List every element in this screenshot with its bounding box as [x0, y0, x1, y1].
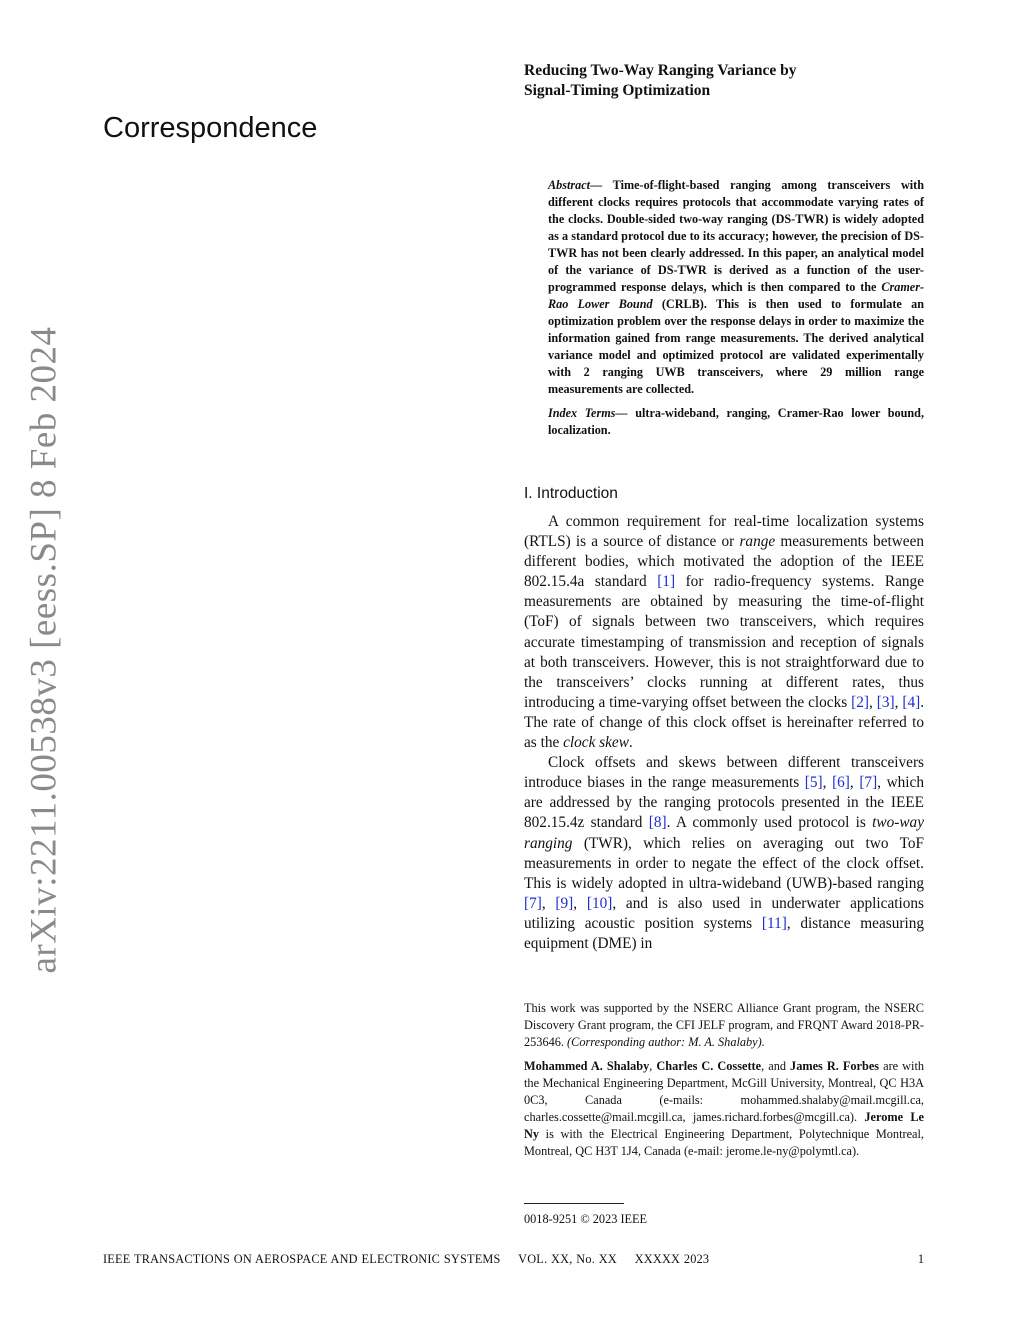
running-footer [103, 1252, 723, 1267]
text-run: , and [761, 1059, 786, 1073]
citation-link[interactable]: [2] [851, 693, 869, 711]
journal-name: IEEE TRANSACTIONS ON AEROSPACE AND ELECTRONIC SYSTEMS [103, 1252, 501, 1266]
text-run: . [628, 734, 633, 752]
text-run: , and is also used in underwater applications utilizing acoustic position systems [524, 894, 924, 932]
funding-text: This work was supported by the NSERC Alliance Grant program, the NSERC Discovery Grant program, the CFI JELF program, and FRQNT Award 2018-PR-253646. [524, 1001, 924, 1049]
abstract [524, 177, 924, 439]
text-run: . A commonly used protocol is [666, 814, 866, 832]
text-run: , which are addressed by the ranging protocols presented in the IEEE 802.15.4z standard [524, 774, 924, 832]
affiliation-text: are with the Mechanical Engineering Department, McGill University, Montreal, QC H3A 0C3, Canada (e-mails: mohammed.shalaby@mail.mcgill.ca, charles.cossette@mail.mcgill.ca, james.richard.forbes@mcgill.ca). [524, 1059, 925, 1124]
citation-link[interactable]: [3] [876, 693, 895, 711]
author-name: Jerome Le Ny [524, 1110, 924, 1141]
citation-link[interactable]: [11] [761, 914, 787, 932]
crlb-term: Cramer-Rao Lower Bound [548, 280, 925, 311]
text-run: , distance measuring equipment (DME) in [524, 914, 924, 952]
corresponding-author: (Corresponding author: M. A. Shalaby). [567, 1035, 765, 1049]
emphasis-range: range [739, 533, 776, 551]
abstract-text-part-1: Time-of-flight-based ranging among transceivers with different clocks requires protocols that accommodate varying rates of the clocks. Double-sided two-way ranging (DS-TWR) is widely adopted as a standard protocol due to its accuracy; however, the precision of DS-TWR has not been clearly addressed. In this paper, an analytical model of the variance of DS-TWR is derived as a function of the user-programmed response delays, which is then compared to the [548, 178, 925, 294]
citation-link[interactable]: [8] [648, 814, 667, 832]
text-run: . The rate of change of this clock offset is hereinafter referred to as the [524, 693, 925, 752]
footnote-divider [524, 1203, 624, 1204]
abstract-text-part-2: (CRLB). This is then used to formulate an optimization problem over the response delays in order to maximize the information gained from range measurements. The derived analytical variance model and optimized protocol are validated experimentally with 2 ranging UWB transceivers, where 29 million range measurements are collected. [548, 297, 924, 396]
section-heading: Correspondence [103, 112, 318, 144]
author-name: James R. Forbes [790, 1059, 880, 1073]
index-terms-text: ultra-wideband, ranging, Cramer-Rao lower bound, localization. [548, 406, 924, 437]
introduction-heading: I. Introduction [524, 485, 618, 502]
paper-title-line-1: Reducing Two-Way Ranging Variance by [524, 62, 797, 79]
text-run: Clock offsets and skews between different transceivers introduce biases in the range measurements [524, 754, 924, 792]
citation-link[interactable]: [5] [804, 774, 823, 792]
funding-footnote [524, 1000, 924, 1051]
abstract-paragraph [524, 177, 924, 398]
text-run: (TWR), which relies on averaging out two ToF measurements in order to negate the effect of the clock offset. This is widely adopted in ultra-wideband (UWB)-based ranging [524, 834, 925, 892]
author-name: Charles C. Cossette [656, 1059, 762, 1073]
issue-date: XXXXX 2023 [634, 1252, 710, 1266]
author-name: Mohammed A. Shalaby [524, 1059, 650, 1073]
author-affiliations: Mohammed A. Shalaby, Charles C. Cossette, and James R. Forbes are with the Mechanical Engineering Department, McGill University, Montreal, QC H3A 0C3, Canada (e-mails: mohammed.shalaby@mail.mcgill.ca, charles.cossette@mail.mcgill.ca, james.richard.forbes@mcgill.ca). Jerome Le Ny is with the Electrical Engineering Department, Polytechnique Montreal, Montreal, QC H3T 1J4, Canada (e-mail: jerome.le-ny@polymtl.ca). [524, 1059, 925, 1158]
paper-title-line-2: Signal-Timing Optimization [524, 82, 711, 99]
affiliation-text: is with the Electrical Engineering Department, Polytechnique Montreal, Montreal, QC H3T 1J4, Canada (e-mail: jerome.le-ny@polymtl.ca). [524, 1127, 924, 1158]
intro-paragraph-2: Clock offsets and skews between different transceivers introduce biases in the range measurements [5], [6], [7], which are addressed by the ranging protocols presented in the IEEE 802.15.4z standard [8]. A commonly used protocol is two-way ranging (TWR), which relies on averaging out two ToF measurements in order to negate the effect of the clock offset. This is widely adopted in ultra-wideband (UWB)-based ranging [7], [9], [10], and is also used in underwater applications utilizing acoustic position systems [11], distance measuring equipment (DME) in [524, 754, 925, 952]
abstract-label: Abstract— [548, 178, 603, 192]
text-run: measurements between different bodies, which motivated the adoption of the IEEE 802.15.4a standard [524, 533, 925, 591]
citation-link[interactable]: [6] [832, 774, 850, 792]
citation-link[interactable]: [1] [657, 573, 676, 591]
volume-info: VOL. XX, No. XX [518, 1252, 617, 1266]
citation-link[interactable]: [4] [902, 693, 921, 711]
index-terms [524, 405, 924, 439]
text-run: A common requirement for real-time localization systems (RTLS) is a source of distance or [524, 513, 924, 551]
footnotes [524, 1000, 924, 1167]
index-terms-label: Index Terms— [548, 406, 628, 420]
page-number: 1 [917, 1252, 924, 1266]
citation-link[interactable]: [7] [859, 774, 878, 792]
emphasis-two-way-ranging: two-way ranging [524, 814, 924, 852]
citation-link[interactable]: [10] [586, 894, 613, 912]
introduction-body [524, 512, 924, 954]
citation-link[interactable]: [9] [555, 894, 574, 912]
intro-paragraph-1: A common requirement for real-time localization systems (RTLS) is a source of distance or range measurements between different bodies, which motivated the adoption of the IEEE 802.15.4a standard [1] for radio-frequency systems. Range measurements are obtained by measuring the time-of-flight (ToF) of signals between two transceivers, which requires accurate timestamping of transmission and reception of signals at both transceivers. However, this is not straightforward due to the transceivers’ clocks running at different rates, thus introducing a time-varying offset between the clocks [2], [3], [4]. The rate of change of this clock offset is hereinafter referred to as the clock skew. [524, 513, 925, 752]
text-run: for radio-frequency systems. Range measurements are obtained by measuring the time-of-flight (ToF) of signals between two transceivers, which requires accurate timestamping of transmission and reception of signals at both transceivers. However, this is not straightforward due to the transceivers’ clocks running at different rates, thus introducing a time-varying offset between the clocks [524, 573, 924, 711]
copyright-notice: 0018-9251 © 2023 IEEE [524, 1212, 648, 1226]
arxiv-identifier-stamp: arXiv:2211.00538v3 [eess.SP] 8 Feb 2024 [23, 326, 65, 974]
citation-link[interactable]: [7] [524, 894, 542, 912]
paper-title [524, 61, 924, 101]
emphasis-clock-skew: clock skew [563, 734, 629, 752]
